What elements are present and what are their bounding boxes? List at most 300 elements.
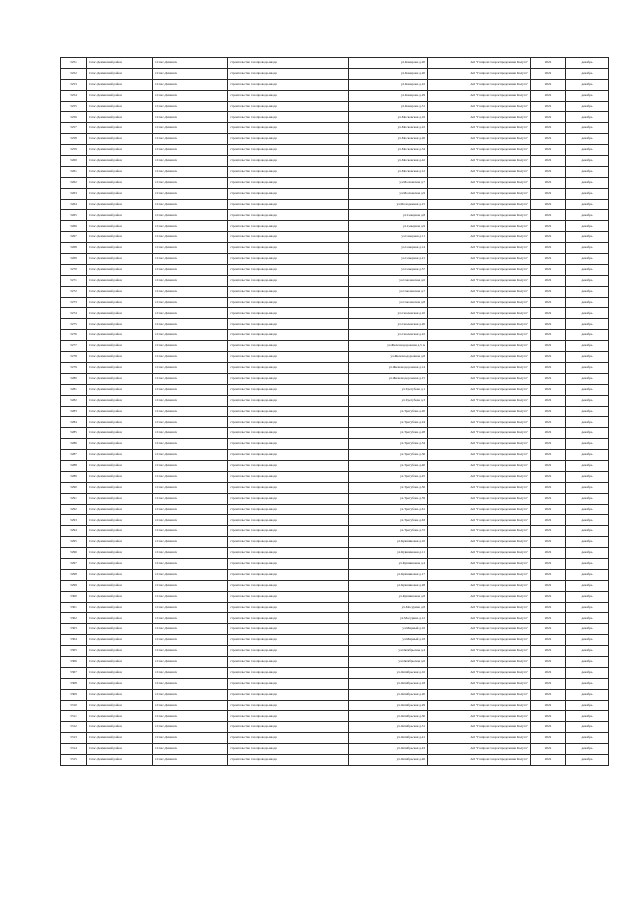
year-cell: 2022	[531, 722, 566, 733]
year-cell: 2022	[531, 254, 566, 265]
work-type-cell: строительство газопровода-ввода	[228, 678, 349, 689]
organization-cell: АО "Газпром газораспределение Калуга"	[428, 493, 531, 504]
address-cell: ул.Московская д.34	[349, 145, 428, 156]
year-cell: 2022	[531, 613, 566, 624]
district-cell: Спас-Деменский район	[87, 504, 153, 515]
table-row	[61, 166, 609, 177]
locality-cell: г.Спас-Деменск	[153, 384, 228, 395]
row-number-cell: 5308	[61, 678, 87, 689]
district-cell: Спас-Деменский район	[87, 471, 153, 482]
row-number-cell: 5275	[61, 319, 87, 330]
address-cell: ул.Мирный д.16	[349, 624, 428, 635]
address-cell: ул.Северная д.8	[349, 210, 428, 221]
row-number-cell: 5255	[61, 101, 87, 112]
organization-cell: АО "Газпром газораспределение Калуга"	[428, 221, 531, 232]
year-cell: 2022	[531, 504, 566, 515]
row-number-cell: 5257	[61, 123, 87, 134]
table-row	[61, 537, 609, 548]
locality-cell: г.Спас-Деменск	[153, 308, 228, 319]
address-cell: ул.Трегубова д.45	[349, 471, 428, 482]
year-cell: 2022	[531, 79, 566, 90]
locality-cell: г.Спас-Деменск	[153, 286, 228, 297]
locality-cell: г.Спас-Деменск	[153, 373, 228, 384]
organization-cell: АО "Газпром газораспределение Калуга"	[428, 177, 531, 188]
district-cell: Спас-Деменский район	[87, 221, 153, 232]
row-number-cell: 5252	[61, 68, 87, 79]
month-cell: декабрь	[566, 624, 609, 635]
month-cell: декабрь	[566, 58, 609, 69]
year-cell: 2022	[531, 373, 566, 384]
address-cell: ул.Октябрьская д.18	[349, 678, 428, 689]
work-type-cell: строительство газопровода-ввода	[228, 123, 349, 134]
table-row	[61, 733, 609, 744]
locality-cell: г.Спас-Деменск	[153, 221, 228, 232]
work-type-cell: строительство газопровода-ввода	[228, 569, 349, 580]
locality-cell: г.Спас-Деменск	[153, 68, 228, 79]
work-type-cell: строительство газопровода-ввода	[228, 460, 349, 471]
table-row	[61, 700, 609, 711]
year-cell: 2022	[531, 90, 566, 101]
locality-cell: г.Спас-Деменск	[153, 156, 228, 167]
row-number-cell: 5301	[61, 602, 87, 613]
address-cell: ул.Северная д.14	[349, 243, 428, 254]
month-cell: декабрь	[566, 232, 609, 243]
year-cell: 2022	[531, 58, 566, 69]
organization-cell: АО "Газпром газораспределение Калуга"	[428, 362, 531, 373]
table-row	[61, 384, 609, 395]
work-type-cell: строительство газопровода-ввода	[228, 656, 349, 667]
year-cell: 2022	[531, 515, 566, 526]
locality-cell: г.Спас-Деменск	[153, 341, 228, 352]
month-cell: декабрь	[566, 341, 609, 352]
locality-cell: г.Спас-Деменск	[153, 667, 228, 678]
row-number-cell: 5297	[61, 558, 87, 569]
month-cell: декабрь	[566, 166, 609, 177]
year-cell: 2022	[531, 243, 566, 254]
address-cell: ул.Комарова д.22	[349, 79, 428, 90]
year-cell: 2022	[531, 264, 566, 275]
work-type-cell: строительство газопровода-ввода	[228, 319, 349, 330]
address-cell: ул.Комарова д.29	[349, 90, 428, 101]
row-number-cell: 5279	[61, 362, 87, 373]
row-number-cell: 5282	[61, 395, 87, 406]
address-cell: ул.Московская д.7	[349, 177, 428, 188]
table-row	[61, 667, 609, 678]
row-number-cell: 5289	[61, 471, 87, 482]
table-row	[61, 373, 609, 384]
work-type-cell: строительство газопровода-ввода	[228, 591, 349, 602]
locality-cell: г.Спас-Деменск	[153, 58, 228, 69]
work-type-cell: строительство газопровода-ввода	[228, 548, 349, 559]
locality-cell: г.Спас-Деменск	[153, 79, 228, 90]
address-cell: ул.Кувшиновая д.4	[349, 558, 428, 569]
district-cell: Спас-Деменский район	[87, 733, 153, 744]
organization-cell: АО "Газпром газораспределение Калуга"	[428, 199, 531, 210]
organization-cell: АО "Газпром газораспределение Калуга"	[428, 101, 531, 112]
locality-cell: г.Спас-Деменск	[153, 134, 228, 145]
table-row	[61, 460, 609, 471]
row-number-cell: 5311	[61, 711, 87, 722]
registry-table-body	[61, 58, 609, 766]
row-number-cell: 5253	[61, 79, 87, 90]
organization-cell: АО "Газпром газораспределение Калуга"	[428, 602, 531, 613]
organization-cell: АО "Газпром газораспределение Калуга"	[428, 635, 531, 646]
address-cell: ул.Октябрьская д.31	[349, 722, 428, 733]
year-cell: 2022	[531, 210, 566, 221]
table-row	[61, 319, 609, 330]
month-cell: декабрь	[566, 504, 609, 515]
locality-cell: г.Спас-Деменск	[153, 352, 228, 363]
month-cell: декабрь	[566, 711, 609, 722]
organization-cell: АО "Газпром газораспределение Калуга"	[428, 678, 531, 689]
district-cell: Спас-Деменский район	[87, 635, 153, 646]
year-cell: 2022	[531, 635, 566, 646]
month-cell: декабрь	[566, 254, 609, 265]
row-number-cell: 5288	[61, 460, 87, 471]
table-row	[61, 635, 609, 646]
address-cell: ул.Северная д.11	[349, 232, 428, 243]
locality-cell: г.Спас-Деменск	[153, 635, 228, 646]
district-cell: Спас-Деменский район	[87, 210, 153, 221]
work-type-cell: строительство газопровода-ввода	[228, 700, 349, 711]
locality-cell: г.Спас-Деменск	[153, 591, 228, 602]
table-row	[61, 243, 609, 254]
row-number-cell: 5309	[61, 689, 87, 700]
row-number-cell: 5310	[61, 700, 87, 711]
row-number-cell: 5291	[61, 493, 87, 504]
month-cell: декабрь	[566, 722, 609, 733]
row-number-cell: 5293	[61, 515, 87, 526]
locality-cell: г.Спас-Деменск	[153, 755, 228, 766]
organization-cell: АО "Газпром газораспределение Калуга"	[428, 79, 531, 90]
row-number-cell: 5281	[61, 384, 87, 395]
month-cell: декабрь	[566, 667, 609, 678]
year-cell: 2022	[531, 700, 566, 711]
work-type-cell: строительство газопровода-ввода	[228, 624, 349, 635]
table-row	[61, 450, 609, 461]
work-type-cell: строительство газопровода-ввода	[228, 275, 349, 286]
address-cell: ул.Московская д.22	[349, 123, 428, 134]
table-row	[61, 188, 609, 199]
district-cell: Спас-Деменский район	[87, 526, 153, 537]
locality-cell: г.Спас-Деменск	[153, 733, 228, 744]
table-row	[61, 678, 609, 689]
year-cell: 2022	[531, 526, 566, 537]
organization-cell: АО "Газпром газораспределение Калуга"	[428, 656, 531, 667]
month-cell: декабрь	[566, 755, 609, 766]
address-cell: ул.Октябрьская д.29	[349, 700, 428, 711]
district-cell: Спас-Деменский район	[87, 264, 153, 275]
table-row	[61, 439, 609, 450]
work-type-cell: строительство газопровода-ввода	[228, 613, 349, 624]
locality-cell: г.Спас-Деменск	[153, 504, 228, 515]
month-cell: декабрь	[566, 123, 609, 134]
address-cell: ул.Московская д.26	[349, 134, 428, 145]
organization-cell: АО "Газпром газораспределение Калуга"	[428, 450, 531, 461]
work-type-cell: строительство газопровода-ввода	[228, 177, 349, 188]
year-cell: 2022	[531, 166, 566, 177]
address-cell: ул.Октябрьская д.16	[349, 667, 428, 678]
work-type-cell: строительство газопровода-ввода	[228, 68, 349, 79]
organization-cell: АО "Газпром газораспределение Калуга"	[428, 667, 531, 678]
locality-cell: г.Спас-Деменск	[153, 537, 228, 548]
year-cell: 2022	[531, 537, 566, 548]
district-cell: Спас-Деменский район	[87, 297, 153, 308]
district-cell: Спас-Деменский район	[87, 515, 153, 526]
district-cell: Спас-Деменский район	[87, 755, 153, 766]
year-cell: 2022	[531, 352, 566, 363]
district-cell: Спас-Деменский район	[87, 537, 153, 548]
district-cell: Спас-Деменский район	[87, 123, 153, 134]
district-cell: Спас-Деменский район	[87, 493, 153, 504]
month-cell: декабрь	[566, 537, 609, 548]
month-cell: декабрь	[566, 134, 609, 145]
organization-cell: АО "Газпром газораспределение Калуга"	[428, 297, 531, 308]
organization-cell: АО "Газпром газораспределение Калуга"	[428, 460, 531, 471]
table-row	[61, 526, 609, 537]
address-cell: ул.Трегубова д.56	[349, 482, 428, 493]
district-cell: Спас-Деменский район	[87, 428, 153, 439]
month-cell: декабрь	[566, 635, 609, 646]
table-row	[61, 591, 609, 602]
organization-cell: АО "Газпром газораспределение Калуга"	[428, 755, 531, 766]
district-cell: Спас-Деменский район	[87, 352, 153, 363]
address-cell: ул.Смоленская д.7	[349, 286, 428, 297]
row-number-cell: 5276	[61, 330, 87, 341]
locality-cell: г.Спас-Деменск	[153, 123, 228, 134]
table-row	[61, 580, 609, 591]
month-cell: декабрь	[566, 526, 609, 537]
district-cell: Спас-Деменский район	[87, 68, 153, 79]
table-row	[61, 112, 609, 123]
address-cell: ул.Трегубова д.28	[349, 428, 428, 439]
address-cell: ул.Мирный д.18	[349, 635, 428, 646]
work-type-cell: строительство газопровода-ввода	[228, 352, 349, 363]
organization-cell: АО "Газпром газораспределение Калуга"	[428, 406, 531, 417]
address-cell: ул.Мосурина д.12	[349, 613, 428, 624]
locality-cell: г.Спас-Деменск	[153, 515, 228, 526]
address-cell: ул.Кувшиновая д.10	[349, 537, 428, 548]
work-type-cell: строительство газопровода-ввода	[228, 635, 349, 646]
table-row	[61, 656, 609, 667]
organization-cell: АО "Газпром газораспределение Калуга"	[428, 395, 531, 406]
row-number-cell: 5304	[61, 635, 87, 646]
row-number-cell: 5265	[61, 210, 87, 221]
month-cell: декабрь	[566, 450, 609, 461]
row-number-cell: 5305	[61, 646, 87, 657]
month-cell: декабрь	[566, 210, 609, 221]
district-cell: Спас-Деменский район	[87, 145, 153, 156]
organization-cell: АО "Газпром газораспределение Калуга"	[428, 569, 531, 580]
month-cell: декабрь	[566, 319, 609, 330]
year-cell: 2022	[531, 711, 566, 722]
address-cell: ул.Комарова д.20	[349, 68, 428, 79]
table-row	[61, 145, 609, 156]
year-cell: 2022	[531, 395, 566, 406]
organization-cell: АО "Газпром газораспределение Калуга"	[428, 243, 531, 254]
organization-cell: АО "Газпром газораспределение Калуга"	[428, 537, 531, 548]
table-row	[61, 711, 609, 722]
work-type-cell: строительство газопровода-ввода	[228, 58, 349, 69]
row-number-cell: 5274	[61, 308, 87, 319]
row-number-cell: 5273	[61, 297, 87, 308]
district-cell: Спас-Деменский район	[87, 243, 153, 254]
table-row	[61, 199, 609, 210]
organization-cell: АО "Газпром газораспределение Калуга"	[428, 166, 531, 177]
table-row	[61, 417, 609, 428]
work-type-cell: строительство газопровода-ввода	[228, 722, 349, 733]
table-row	[61, 101, 609, 112]
work-type-cell: строительство газопровода-ввода	[228, 689, 349, 700]
organization-cell: АО "Газпром газораспределение Калуга"	[428, 711, 531, 722]
district-cell: Спас-Деменский район	[87, 460, 153, 471]
year-cell: 2022	[531, 101, 566, 112]
district-cell: Спас-Деменский район	[87, 275, 153, 286]
address-cell: ул.Трегубова д.20	[349, 406, 428, 417]
work-type-cell: строительство газопровода-ввода	[228, 580, 349, 591]
month-cell: декабрь	[566, 428, 609, 439]
work-type-cell: строительство газопровода-ввода	[228, 602, 349, 613]
organization-cell: АО "Газпром газораспределение Калуга"	[428, 264, 531, 275]
work-type-cell: строительство газопровода-ввода	[228, 471, 349, 482]
address-cell: ул.Трегубова д.61	[349, 504, 428, 515]
locality-cell: г.Спас-Деменск	[153, 330, 228, 341]
row-number-cell: 5315	[61, 755, 87, 766]
row-number-cell: 5290	[61, 482, 87, 493]
table-row	[61, 362, 609, 373]
year-cell: 2022	[531, 68, 566, 79]
work-type-cell: строительство газопровода-ввода	[228, 286, 349, 297]
table-row	[61, 177, 609, 188]
year-cell: 2022	[531, 188, 566, 199]
locality-cell: г.Спас-Деменск	[153, 101, 228, 112]
address-cell: ул.Железнодорожная д.8	[349, 352, 428, 363]
address-cell: ул.Кувшиновая д.8	[349, 591, 428, 602]
work-type-cell: строительство газопровода-ввода	[228, 101, 349, 112]
year-cell: 2022	[531, 558, 566, 569]
district-cell: Спас-Деменский район	[87, 58, 153, 69]
month-cell: декабрь	[566, 439, 609, 450]
district-cell: Спас-Деменский район	[87, 613, 153, 624]
organization-cell: АО "Газпром газораспределение Калуга"	[428, 504, 531, 515]
year-cell: 2022	[531, 646, 566, 657]
organization-cell: АО "Газпром газораспределение Калуга"	[428, 558, 531, 569]
address-cell: ул.Московская д.42	[349, 156, 428, 167]
year-cell: 2022	[531, 744, 566, 755]
table-row	[61, 602, 609, 613]
row-number-cell: 5256	[61, 112, 87, 123]
district-cell: Спас-Деменский район	[87, 722, 153, 733]
table-row	[61, 352, 609, 363]
locality-cell: г.Спас-Деменск	[153, 319, 228, 330]
year-cell: 2022	[531, 471, 566, 482]
work-type-cell: строительство газопровода-ввода	[228, 79, 349, 90]
district-cell: Спас-Деменский район	[87, 439, 153, 450]
work-type-cell: строительство газопровода-ввода	[228, 264, 349, 275]
address-cell: ул.Трегубова д.72	[349, 526, 428, 537]
row-number-cell: 5280	[61, 373, 87, 384]
table-row	[61, 156, 609, 167]
district-cell: Спас-Деменский район	[87, 79, 153, 90]
row-number-cell: 5286	[61, 439, 87, 450]
table-row	[61, 395, 609, 406]
district-cell: Спас-Деменский район	[87, 482, 153, 493]
district-cell: Спас-Деменский район	[87, 254, 153, 265]
district-cell: Спас-Деменский район	[87, 286, 153, 297]
organization-cell: АО "Газпром газораспределение Калуга"	[428, 428, 531, 439]
organization-cell: АО "Газпром газораспределение Калуга"	[428, 134, 531, 145]
table-row	[61, 406, 609, 417]
address-cell: ул.Железнодорожная д.5 А	[349, 341, 428, 352]
month-cell: декабрь	[566, 515, 609, 526]
row-number-cell: 5251	[61, 58, 87, 69]
row-number-cell: 5264	[61, 199, 87, 210]
organization-cell: АО "Газпром газораспределение Калуга"	[428, 646, 531, 657]
year-cell: 2022	[531, 656, 566, 667]
address-cell: ул.Молодежная д.15	[349, 199, 428, 210]
locality-cell: г.Спас-Деменск	[153, 406, 228, 417]
table-row	[61, 90, 609, 101]
year-cell: 2022	[531, 286, 566, 297]
district-cell: Спас-Деменский район	[87, 548, 153, 559]
row-number-cell: 5303	[61, 624, 87, 635]
organization-cell: АО "Газпром газораспределение Калуга"	[428, 254, 531, 265]
organization-cell: АО "Газпром газораспределение Калуга"	[428, 90, 531, 101]
district-cell: Спас-Деменский район	[87, 308, 153, 319]
district-cell: Спас-Деменский район	[87, 646, 153, 657]
row-number-cell: 5278	[61, 352, 87, 363]
work-type-cell: строительство газопровода-ввода	[228, 330, 349, 341]
address-cell: ул.Железнодорожная д.14	[349, 362, 428, 373]
address-cell: ул.Трегубова д.59	[349, 493, 428, 504]
table-row	[61, 123, 609, 134]
table-row	[61, 722, 609, 733]
address-cell: ул.Октябрьская д.6	[349, 656, 428, 667]
work-type-cell: строительство газопровода-ввода	[228, 210, 349, 221]
year-cell: 2022	[531, 482, 566, 493]
year-cell: 2022	[531, 199, 566, 210]
row-number-cell: 5300	[61, 591, 87, 602]
work-type-cell: строительство газопровода-ввода	[228, 384, 349, 395]
organization-cell: АО "Газпром газораспределение Калуга"	[428, 330, 531, 341]
month-cell: декабрь	[566, 79, 609, 90]
work-type-cell: строительство газопровода-ввода	[228, 417, 349, 428]
year-cell: 2022	[531, 678, 566, 689]
table-row	[61, 569, 609, 580]
organization-cell: АО "Газпром газораспределение Калуга"	[428, 210, 531, 221]
address-cell: ул.Трегубова д.3	[349, 395, 428, 406]
organization-cell: АО "Газпром газораспределение Калуга"	[428, 591, 531, 602]
district-cell: Спас-Деменский район	[87, 232, 153, 243]
organization-cell: АО "Газпром газораспределение Калуга"	[428, 188, 531, 199]
table-row	[61, 134, 609, 145]
locality-cell: г.Спас-Деменск	[153, 482, 228, 493]
row-number-cell: 5262	[61, 177, 87, 188]
year-cell: 2022	[531, 624, 566, 635]
row-number-cell: 5283	[61, 406, 87, 417]
address-cell: ул.Северная д.9	[349, 221, 428, 232]
district-cell: Спас-Деменский район	[87, 199, 153, 210]
locality-cell: г.Спас-Деменск	[153, 493, 228, 504]
month-cell: декабрь	[566, 362, 609, 373]
table-row	[61, 471, 609, 482]
locality-cell: г.Спас-Деменск	[153, 188, 228, 199]
district-cell: Спас-Деменский район	[87, 689, 153, 700]
work-type-cell: строительство газопровода-ввода	[228, 112, 349, 123]
work-type-cell: строительство газопровода-ввода	[228, 166, 349, 177]
year-cell: 2022	[531, 755, 566, 766]
address-cell: ул.Смоленская д.22	[349, 330, 428, 341]
